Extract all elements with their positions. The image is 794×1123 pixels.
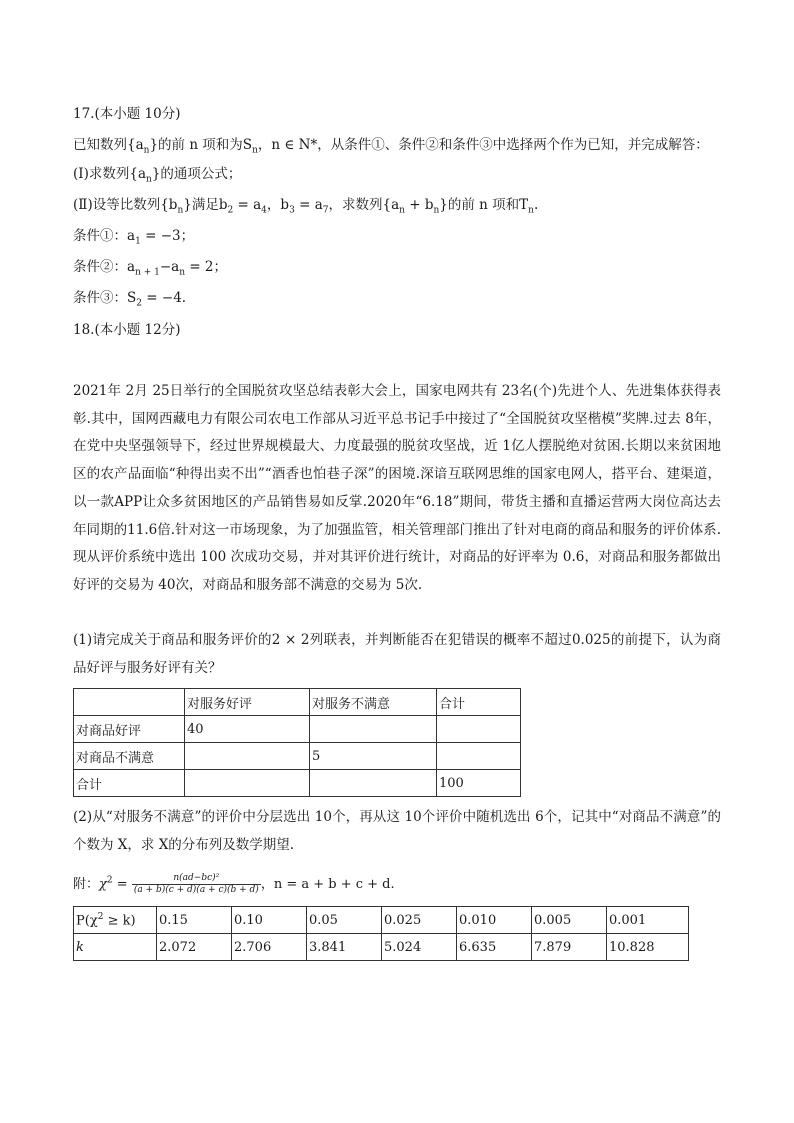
table-row: 对商品不满意 5 [74,743,521,770]
condition-2: 条件②：$a_{n + 1}-a_n = 2$； [73,259,228,278]
problem-18-part-1: (1)请完成关于商品和服务评价的2 × 2列联表，并判断能否在犯错误的概率不超过0.025的前提下，认为商品好评与服务好评有关？ [73,632,721,676]
problem-18-heading: 18.(本小题 12分) [73,322,181,338]
table-row: 合计 100 [74,770,521,797]
contingency-table [73,688,521,797]
problem-18-passage: 2021年 2月 25日举行的全国脱贫攻坚总结表彰大会上，国家电网共有 23名(个)先进个人、先进集体获得表彰.其中，国网西藏电力有限公司农电工作部从习近平总书记手中接过了“全国脱贫攻坚楷模”奖牌.过去 8年，在党中央坚强领导下，经过世界规模最大、力度最强的脱贫攻坚战，近 1亿人摆脱绝对贫困.长期以来贫困地区的农产品面临“种得出卖不出”“酒香也怕巷子深”的困境.深谙互联网思维的国家电网人，搭平台、建渠道，以一款APP让众多贫困地区的产品销售易如反掌.2020年“6.18”期间，带货主播和直播运营两大岗位高达去年同期的11.6倍.针对这一市场现象，为了加强监管，相关管理部门推出了针对电商的商品和服务的评价体系.现从评价系统中选出 100 次成功交易，并对其评价进行统计，对商品的好评率为 0.6，对商品和服务都做出好评的交易为 40次，对商品和服务部不满意的交易为 5次. [73,383,721,593]
problem-18-part-2: (2)从“对服务不满意”的评价中分层选出 10个，再从这 10个评价中随机选出 6个，记其中“对商品不满意”的个数为 X，求 X的分布列及数学期望. [73,809,721,853]
problem-17-part-1: (Ⅰ)求数列$\{a_n\}$的通项公式； [73,166,242,185]
problem-17-part-2: (Ⅱ)设等比数列$\{b_n\}$满足$b_2 = a_4$，$b_3 = a_7$，求数列$\{a_n + b_n\}$的前 n 项和$T_n$. [73,197,539,216]
table-row: 对商品好评 40 [74,716,521,743]
condition-3: 条件③：$S_2 = -4$. [73,290,187,309]
problem-17-heading: 17.(本小题 10分) [73,106,181,122]
problem-17-stem: 已知数列$\{a_n\}$的前 n 项和为$S_n$，n ∈ N*，从条件①、条件②和条件③中选择两个作为已知，并完成解答： [73,137,709,156]
table-row: $P(\chi^2 \ge k)$ 0.15 0.10 0.05 0.025 0.010 0.005 0.001 [74,907,689,934]
critical-value-table [73,906,689,961]
chi-square-formula: 附：$\chi^2$ = $\frac{\text{n(ad−bc)²}}{(a + b)(c + d)(a + c)(b + d)}$ ，n = a + b + c + d. [73,873,395,895]
condition-1: 条件①：$a_1 = -3$； [73,228,195,247]
table-row: 对服务好评 对服务不满意 合计 [74,689,521,716]
table-row: k 2.072 2.706 3.841 5.024 6.635 7.879 10.828 [74,934,689,961]
